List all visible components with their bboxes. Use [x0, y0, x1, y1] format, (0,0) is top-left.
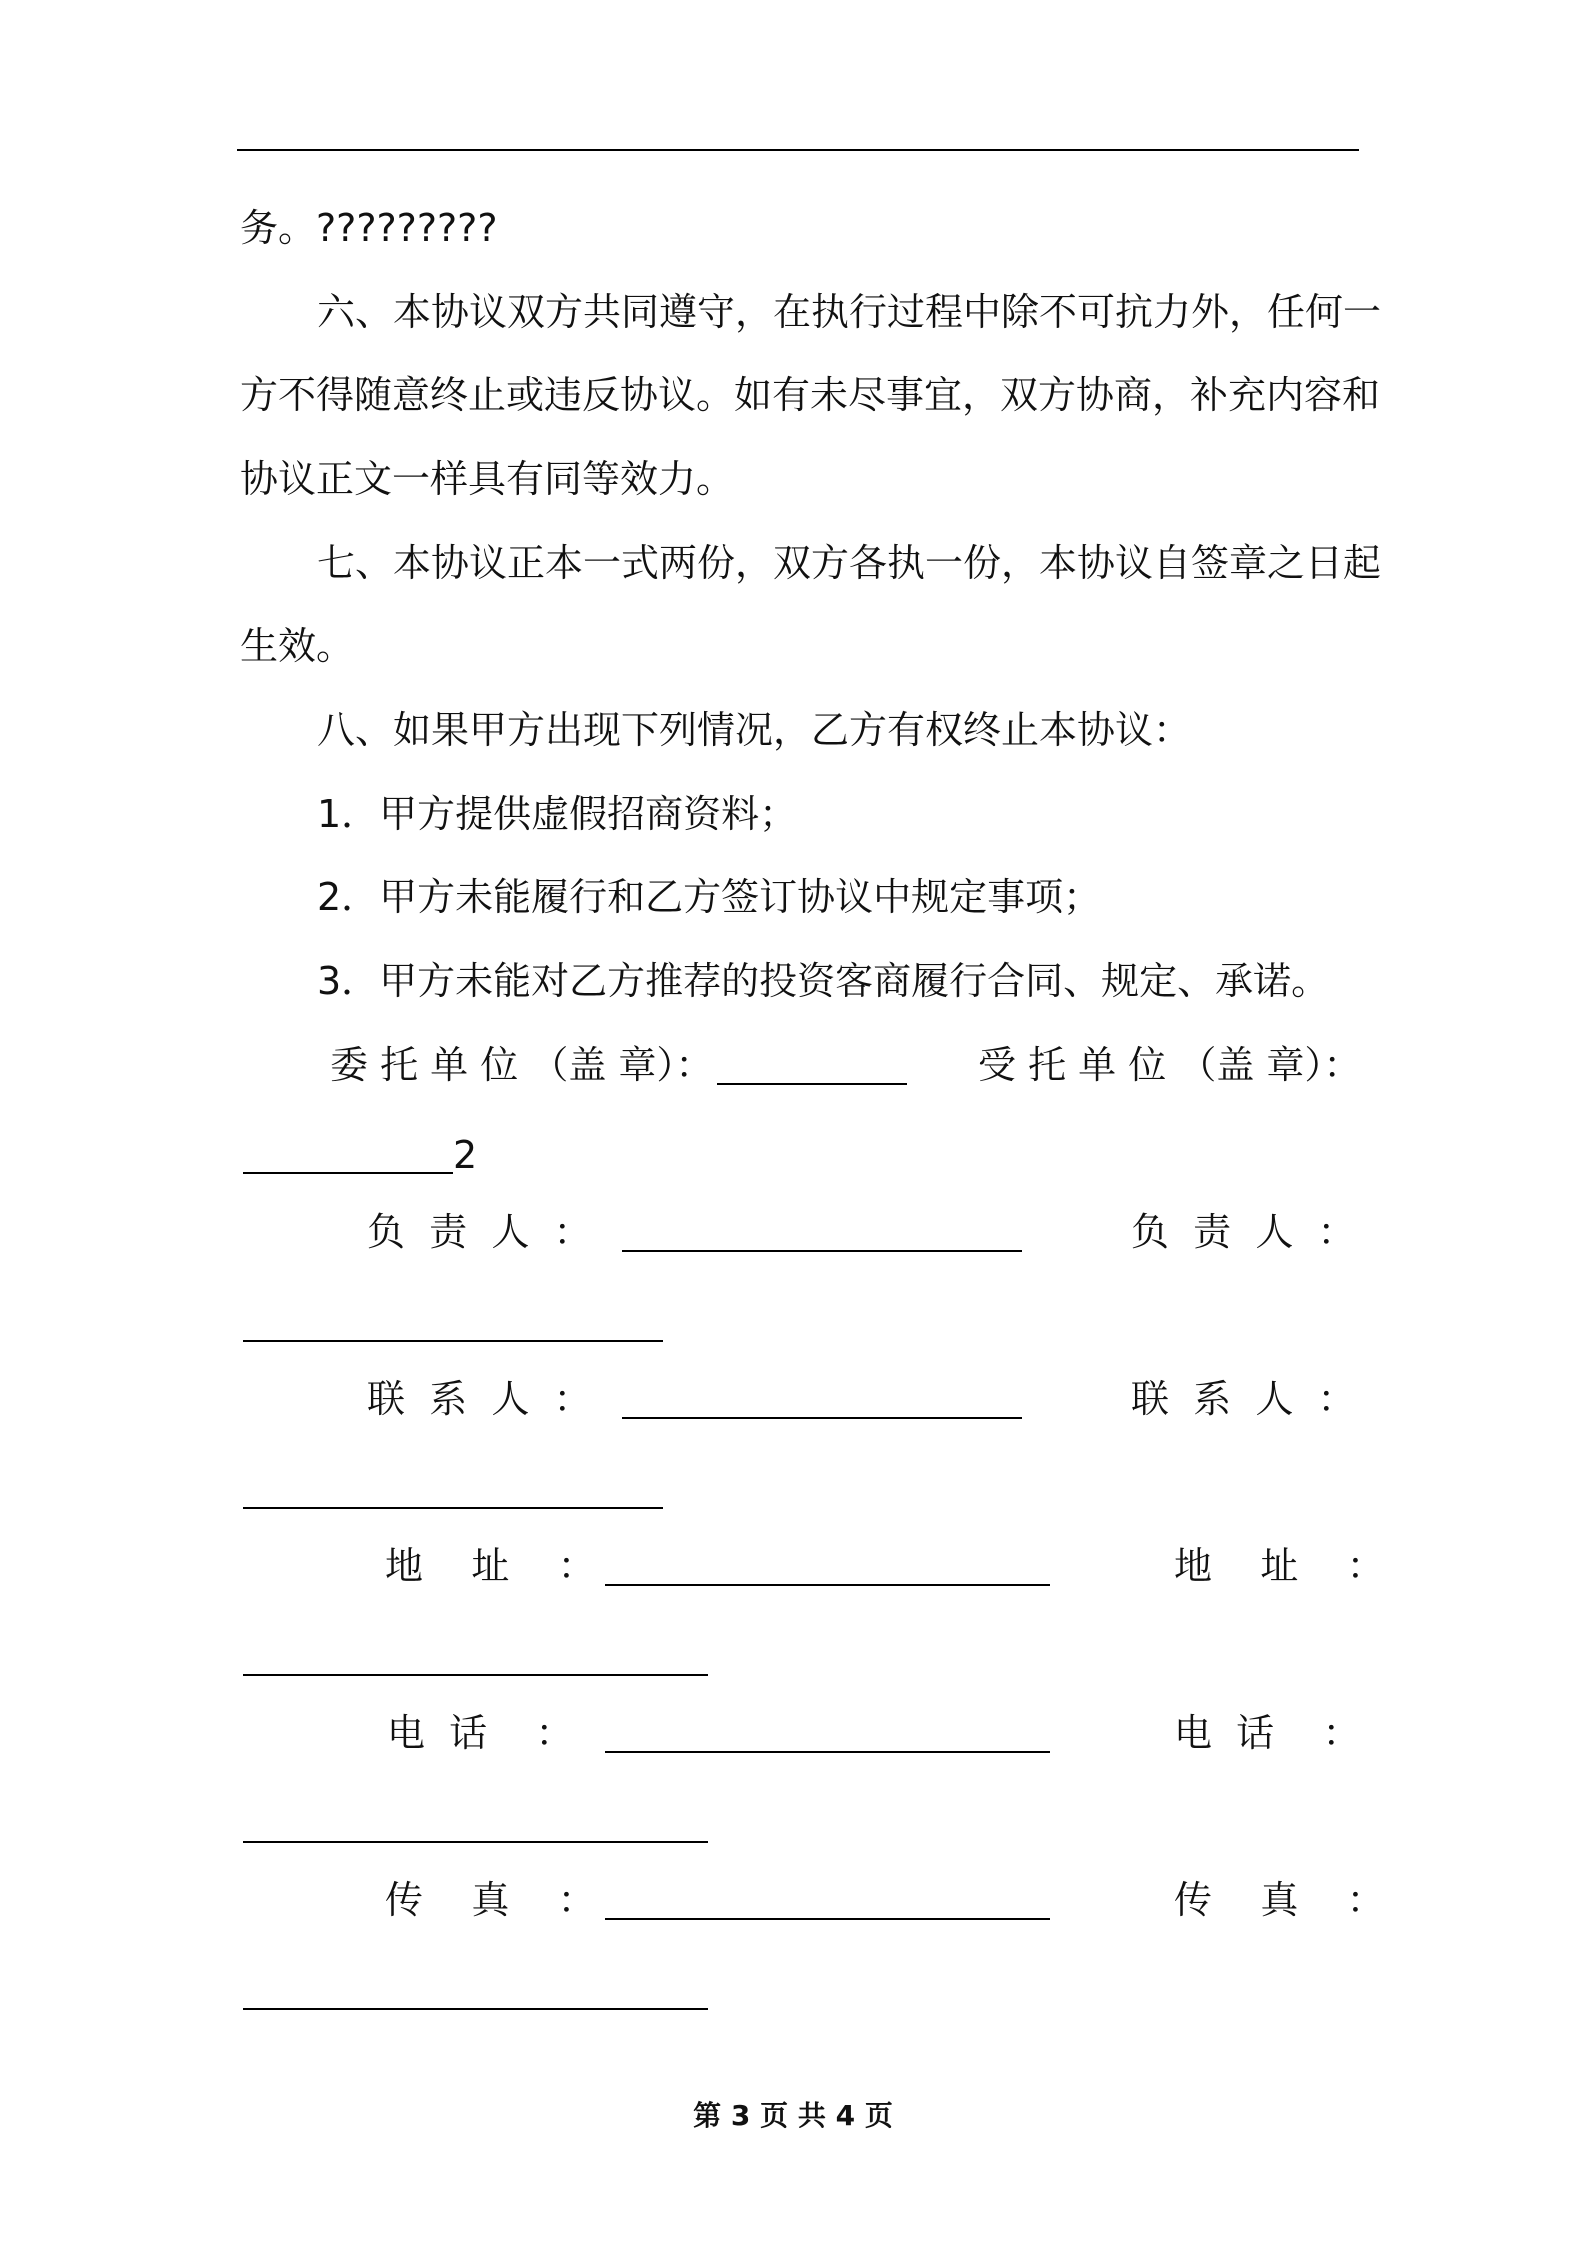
clause-7-line-1: 七、本协议正本一式两份，双方各执一份，本协议自签章之日起 [317, 541, 1382, 585]
address-right-label: 地 址 ： [1174, 1544, 1385, 1588]
page-number: 第 3 页 共 4 页 [693, 2099, 893, 2132]
clause-6-line-2: 方不得随意终止或违反协议。如有未尽事宜，双方协商，补充内容和 [240, 373, 1381, 417]
person-in-charge-left-blank [622, 1250, 1022, 1252]
clause-6-line-1: 六、本协议双方共同遵守，在执行过程中除不可抗力外，任何一 [317, 290, 1382, 334]
trustee-unit-blank [243, 1172, 453, 1174]
client-unit-blank [717, 1083, 907, 1085]
trustee-unit-suffix: 2 [453, 1133, 478, 1177]
header-rule [237, 149, 1359, 151]
contact-right-blank [243, 1507, 663, 1509]
clause-7-line-2: 生效。 [240, 624, 355, 668]
address-left-blank [605, 1584, 1050, 1586]
clause-6-line-3: 协议正文一样具有同等效力。 [240, 457, 735, 501]
phone-left-label: 电 话 ： [387, 1711, 574, 1755]
phone-left-blank [605, 1751, 1050, 1753]
phone-right-label: 电 话 ： [1174, 1711, 1361, 1755]
clause-8-heading: 八、如果甲方出现下列情况，乙方有权终止本协议： [317, 708, 1192, 752]
clause-8-item-1: 1．甲方提供虚假招商资料； [317, 792, 798, 836]
address-left-label: 地 址 ： [385, 1544, 596, 1588]
contact-left-label: 联 系 人 ： [367, 1377, 592, 1421]
person-in-charge-right-blank [243, 1340, 663, 1342]
paragraph-continuation: 务。????????? [240, 206, 498, 250]
clause-8-item-2: 2．甲方未能履行和乙方签订协议中规定事项； [317, 875, 1102, 919]
contact-left-blank [622, 1417, 1022, 1419]
address-right-blank [243, 1674, 708, 1676]
person-in-charge-right-label: 负 责 人 ： [1131, 1210, 1356, 1254]
clause-8-item-3: 3．甲方未能对乙方推荐的投资客商履行合同、规定、承诺。 [317, 959, 1330, 1003]
fax-right-blank [243, 2008, 708, 2010]
person-in-charge-left-label: 负 责 人 ： [367, 1210, 592, 1254]
fax-right-label: 传 真 ： [1174, 1878, 1385, 1922]
phone-right-blank [243, 1841, 708, 1843]
contact-right-label: 联 系 人 ： [1131, 1377, 1356, 1421]
trustee-unit-label: 受 托 单 位 （盖 章）： [978, 1043, 1362, 1087]
fax-left-blank [605, 1918, 1050, 1920]
fax-left-label: 传 真 ： [385, 1878, 596, 1922]
client-unit-label: 委 托 单 位 （盖 章）： [330, 1043, 714, 1087]
